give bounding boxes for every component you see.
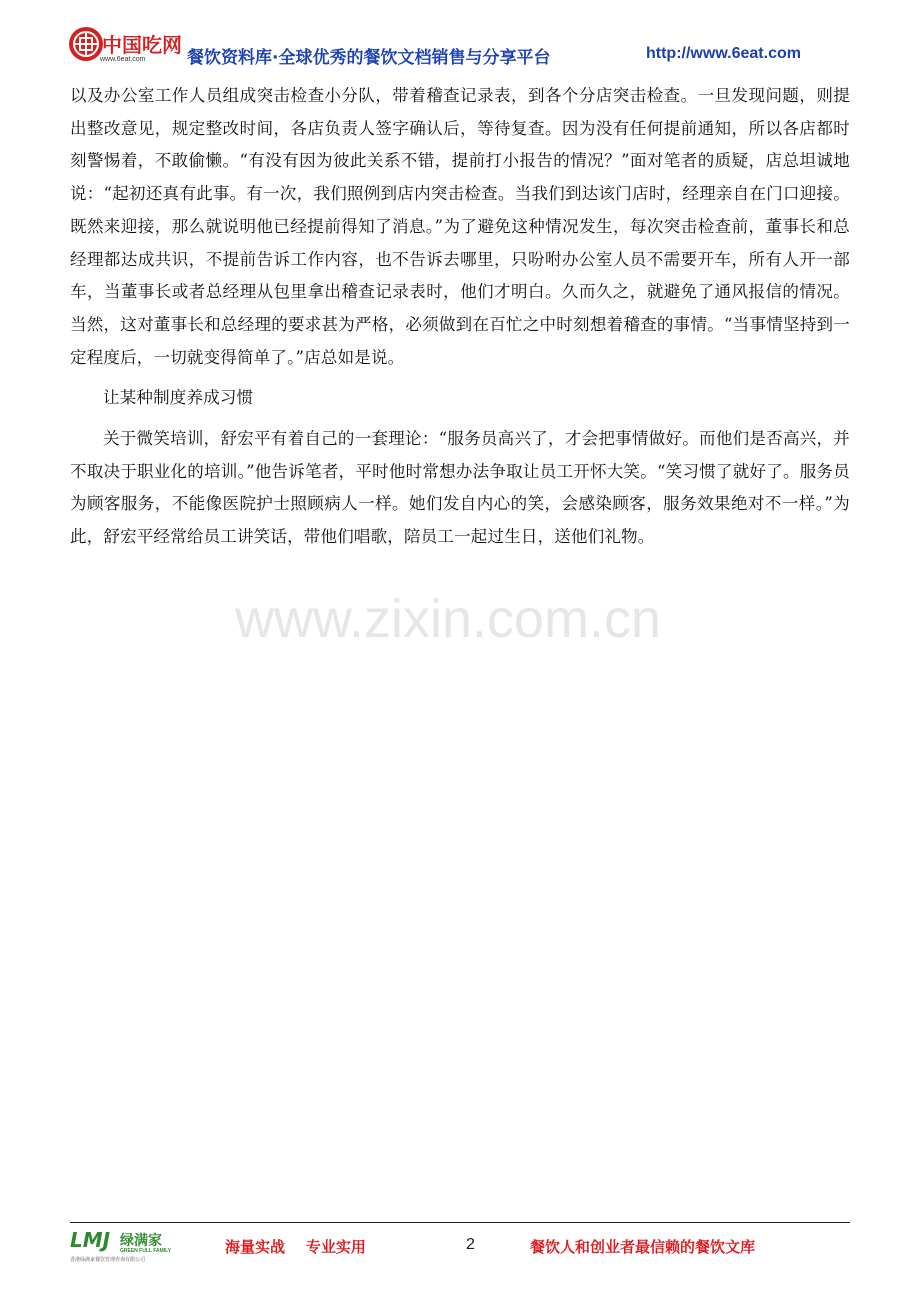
logo-subtext: www.6eat.com bbox=[100, 56, 146, 63]
header-url-link[interactable]: http://www.6eat.com bbox=[646, 45, 801, 62]
site-logo[interactable] bbox=[68, 24, 186, 68]
header-title: 餐饮资料库·全球优秀的餐饮文档销售与分享平台 bbox=[187, 48, 551, 68]
document-body bbox=[70, 80, 850, 554]
section-heading: 让某种制度养成习惯 bbox=[103, 388, 254, 408]
page-number: 2 bbox=[466, 1236, 475, 1253]
footer-slogan-left: 海量实战 专业实用 bbox=[225, 1238, 366, 1256]
body-paragraph-2: 关于微笑培训，舒宏平有着自己的一套理论：“服务员高兴了，才会把事情做好。而他们是否高兴，并不取决于职业化的培训。”他告诉笔者，平时他时常想办法争取让员工开怀大笑。“笑习惯了就好了。服务员为顾客服务，不能像医院护士照顾病人一样。她们发自内心的笑，会感染顾客，服务效果绝对不一样。”为此，舒宏平经常给员工讲笑话，带他们唱歌，陪员工一起过生日，送他们礼物。 bbox=[70, 429, 850, 547]
lmj-logo-name: 绿满家 bbox=[120, 1233, 162, 1249]
page-header bbox=[0, 0, 920, 80]
footer-slogan-right: 餐饮人和创业者最信赖的餐饮文库 bbox=[530, 1238, 756, 1256]
logo-text: 中国吃网 bbox=[102, 33, 182, 57]
lmj-company-name: 香港绿满家餐饮管理咨询有限公司 bbox=[70, 1257, 146, 1263]
watermark: www.zixin.com.cn bbox=[235, 589, 662, 649]
footer-logo bbox=[70, 1228, 190, 1266]
lmj-logo-mark: LMJ bbox=[70, 1228, 111, 1252]
footer-divider bbox=[70, 1222, 850, 1223]
body-paragraph-1: 以及办公室工作人员组成突击检查小分队，带着稽查记录表，到各个分店突击检查。一旦发现问题，则提出整改意见，规定整改时间，各店负责人签字确认后，等待复查。因为没有任何提前通知，所以各店都时刻警惕着，不敢偷懒。“有没有因为彼此关系不错，提前打小报告的情况？”面对笔者的质疑，店总坦诚地说：“起初还真有此事。有一次，我们照例到店内突击检查。当我们到达该门店时，经理亲自在门口迎接。既然来迎接，那么就说明他已经提前得知了消息。”为了避免这种情况发生，每次突击检查前，董事长和总经理都达成共识，不提前告诉工作内容，也不告诉去哪里，只吩咐办公室人员不需要开车，所有人开一部车，当董事长或者总经理从包里拿出稽查记录表时，他们才明白。久而久之，就避免了通风报信的情况。当然，这对董事长和总经理的要求甚为严格，必须做到在百忙之中时刻想着稽查的事情。“当事情坚持到一定程度后，一切就变得简单了。”店总如是说。 bbox=[70, 86, 850, 367]
lmj-logo-english: GREEN FULL FAMILY bbox=[120, 1248, 172, 1254]
